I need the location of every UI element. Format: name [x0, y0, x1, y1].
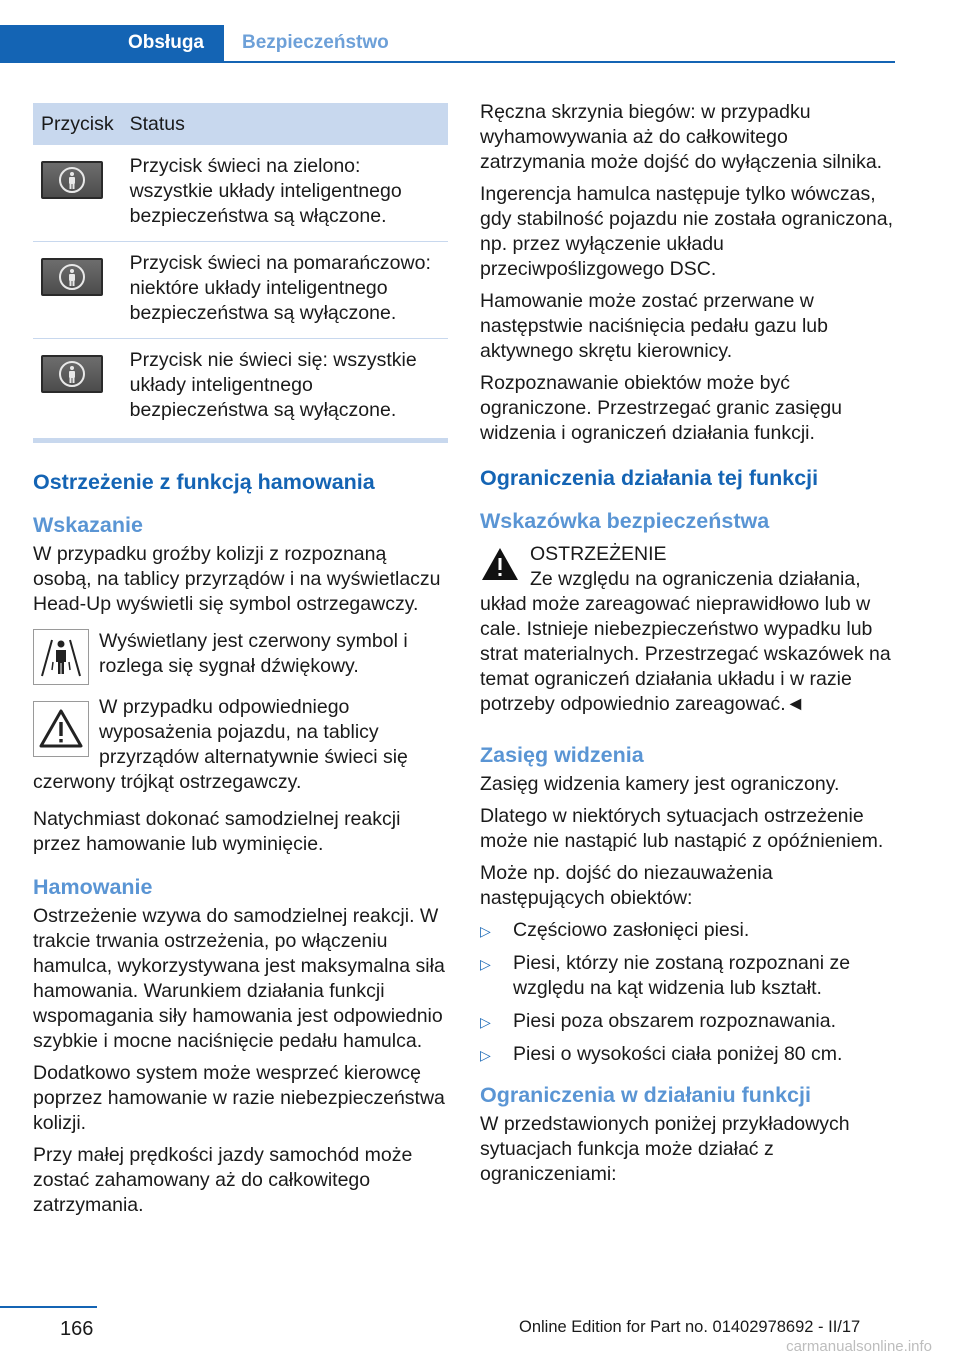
warning-triangle-icon: [480, 546, 520, 582]
safety-button-icon: [41, 355, 103, 393]
paragraph-triangle: W przypadku odpowiedniego wyposażenia pojazdu, na tablicy przyrządów alternatywnie świeci się czerwony trójkąt ostrzegawczy.: [33, 696, 408, 793]
tab-obsluga[interactable]: Obsługa: [0, 25, 224, 61]
list-item: ▷ Piesi o wysokości ciała poniżej 80 cm.: [480, 1042, 895, 1067]
paragraph-braking-2: Dodatkowo system może wesprzeć kierowcę poprzez hamowanie w razie niebezpieczeństwa kolizji.: [33, 1062, 445, 1134]
paragraph-indication: W przypadku groźby kolizji z rozpoznaną osobą, na tablicy przyrządów i na wyświetlaczu Head-Up wyświetli się symbol ostrzegawczy.: [33, 543, 441, 615]
tab-bezpieczenstwo[interactable]: Bezpieczeństwo: [242, 32, 389, 53]
status-text: Przycisk świeci na pomarańczowo: niektóre układy inteligentnego bezpieczeństwa są wyłączone.: [122, 242, 448, 339]
paragraph-braking-1: Ostrzeżenie wzywa do samodzielnej reakcji. W trakcie trwania ostrzeżenia, po włączeniu hamulca, wykorzystywana jest maksymalna siła hamowania. Warunkiem działania funkcji wspomagania siły hamowania jest odpowiednio szybkie i mocne naciśnięcie pedału hamulca.: [33, 905, 445, 1052]
paragraph-red-symbol: Wyświetlany jest czerwony symbol i rozlega się sygnał dźwiękowy.: [99, 630, 408, 677]
heading-safety-note: Wskazówka bezpieczeństwa: [480, 509, 770, 533]
paragraph-brake-intervention: Ingerencja hamulca następuje tylko wówczas, gdy stabilność pojazdu nie została ograniczona, np. przez wyłączenie układu przeciwpoślizgowego DSC.: [480, 183, 894, 280]
footer-divider: [0, 1306, 97, 1308]
bullet-triangle-icon: ▷: [480, 923, 491, 939]
heading-braking: Hamowanie: [33, 875, 153, 899]
watermark: carmanualsonline.info: [786, 1338, 932, 1355]
header-divider: [0, 61, 895, 63]
bullet-triangle-icon: ▷: [480, 1014, 491, 1030]
warning-triangle-icon: [33, 701, 89, 757]
table-row: [33, 242, 448, 339]
table-header-row: [33, 103, 448, 145]
status-text: Przycisk nie świeci się: wszystkie układy inteligentnego bezpieczeństwa są wyłączone.: [129, 349, 417, 421]
list-item: ▷ Piesi poza obszarem rozpoznawania.: [480, 1009, 895, 1034]
right-column: [480, 100, 895, 1194]
table-row: [33, 339, 448, 436]
heading-indication: Wskazanie: [33, 513, 143, 537]
table-row: [33, 145, 448, 242]
top-tab-bar: [0, 0, 895, 64]
warning-block: [480, 542, 895, 717]
paragraph-recognition: Rozpoznawanie obiektów może być ograniczone. Przestrzegać granic zasięgu widzenia i ograniczeń działania funkcji.: [480, 372, 843, 444]
button-status-table: [33, 103, 448, 435]
paragraph-react: Natychmiast dokonać samodzielnej reakcji przez hamowanie lub wyminięcie.: [33, 808, 401, 855]
list-item: ▷ Piesi, którzy nie zostaną rozpoznani ze względu na kąt widzenia lub kształt.: [480, 952, 851, 999]
warning-text: Ze względu na ograniczenia działania, układ może zareagować nieprawidłowo lub w cale. Istnieje niebezpieczeństwo wypadku lub strat materialnych. Przestrzegać wskazówek na temat ograniczeń działania układu i w razie potrzeby odpowiednio zareagować.◄: [480, 568, 891, 715]
red-symbol-block: [33, 629, 448, 687]
status-text: Przycisk świeci na zielono: wszystkie układy inteligentnego bezpieczeństwa są włączone.: [122, 145, 448, 242]
left-column: [33, 103, 448, 1225]
paragraph-range-2: Dlatego w niektórych sytuacjach ostrzeżenie może nie nastąpić lub nastąpić z opóźnieniem.: [480, 805, 884, 852]
table-bottom-rule: [33, 438, 448, 443]
table-header-button: Przycisk: [33, 103, 122, 145]
heading-function-limits: Ograniczenia w działaniu funkcji: [480, 1083, 811, 1107]
warning-title: OSTRZEŻENIE: [530, 543, 667, 565]
objects-list: [480, 918, 895, 1067]
bullet-triangle-icon: ▷: [480, 956, 491, 972]
paragraph-range-1: Zasięg widzenia kamery jest ograniczony.: [480, 773, 840, 795]
paragraph-interrupt: Hamowanie może zostać przerwane w następstwie naciśnięcia pedału gazu lub aktywnego skrętu kierownicy.: [480, 290, 828, 362]
triangle-block: [33, 695, 448, 795]
safety-button-icon: [41, 161, 103, 199]
paragraph-braking-3: Przy małej prędkości jazdy samochód może zostać zahamowany aż do całkowitego zatrzymania.: [33, 1144, 413, 1216]
pedestrian-warning-icon: [33, 629, 89, 685]
bullet-triangle-icon: ▷: [480, 1047, 491, 1063]
edition-note: Online Edition for Part no. 01402978692 - II/17: [519, 1318, 861, 1336]
list-item: ▷ Częściowo zasłonięci piesi.: [480, 918, 895, 943]
paragraph-function-limits: W przedstawionych poniżej przykładowych sytuacjach funkcja może działać z ograniczeniami:: [480, 1113, 850, 1185]
safety-button-icon: [41, 258, 103, 296]
page-number: 166: [60, 1318, 94, 1340]
paragraph-range-3: Może np. dojść do niezauważenia następujących obiektów:: [480, 862, 773, 909]
paragraph-manual-gearbox: Ręczna skrzynia biegów: w przypadku wyhamowywania aż do całkowitego zatrzymania może dojść do wyłączenia silnika.: [480, 101, 883, 173]
heading-limits: Ograniczenia działania tej funkcji: [480, 466, 819, 490]
heading-range: Zasięg widzenia: [480, 743, 644, 767]
table-header-status: Status: [122, 103, 448, 145]
heading-braking-warning: Ostrzeżenie z funkcją hamowania: [33, 470, 375, 494]
